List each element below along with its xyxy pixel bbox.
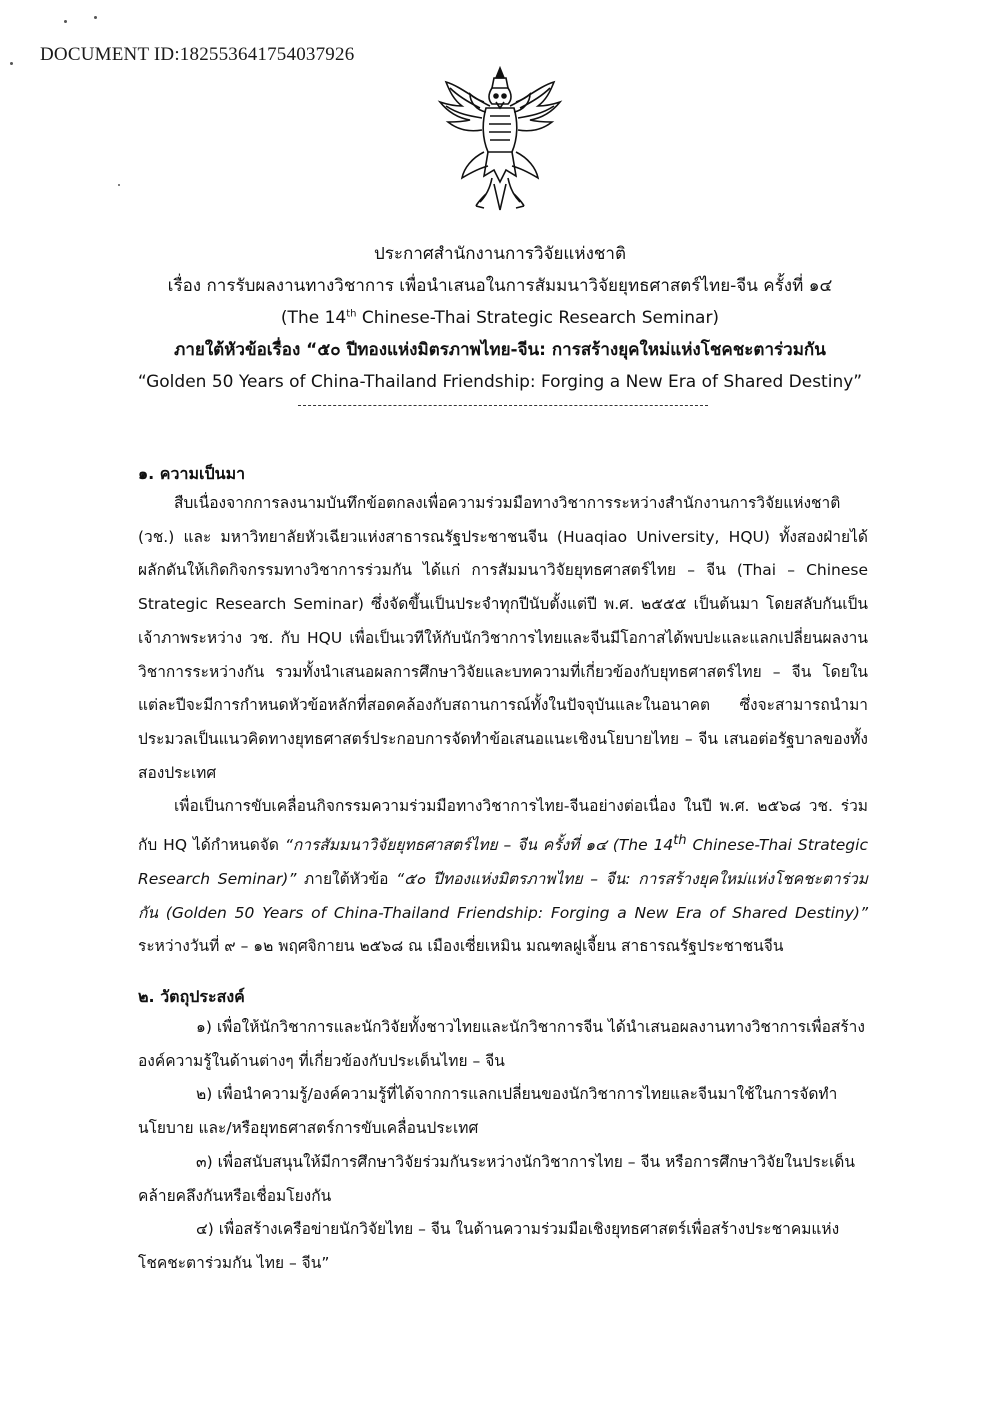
announcement-header: [100, 238, 900, 398]
header-subject: เรื่อง การรับผลงานทางวิชาการ เพื่อนำเสนอในการสัมมนาวิจัยยุทธศาสตร์ไทย-จีน ครั้งที่ ๑๔: [167, 276, 833, 296]
scan-speck: [10, 62, 13, 65]
header-theme-english: “Golden 50 Years of China-Thailand Friendship: Forging a New Era of Shared Destiny”: [137, 372, 863, 392]
document-id: DOCUMENT ID:182553641754037926: [40, 44, 355, 65]
background-paragraph-1: สืบเนื่องจากการลงนามบันทึกข้อตกลงเพื่อความร่วมมือทางวิชาการระหว่างสำนักงานการวิจัยแห่งชาติ (วช.) และ มหาวิทยาลัยหัวเฉียวแห่งสาธารณรัฐประชาชนจีน (Huaqiao University, HQU) ทั้งสองฝ่ายได้ผลักดันให้เกิดกิจกรรมทางวิชาการร่วมกัน ได้แก่ การสัมมนาวิจัยยุทธศาสตร์ไทย – จีน (Thai – Chinese Strategic Research Seminar) ซึ่งจัดขึ้นเป็นประจำทุกปีนับตั้งแต่ปี พ.ศ. ๒๕๕๕ เป็นต้นมา โดยสลับกันเป็นเจ้าภาพระหว่าง วช. กับ HQU เพื่อเป็นเวทีให้กับนักวิชาการไทยและจีนมีโอกาสได้พบปะและแลกเปลี่ยนผลงานวิชาการระหว่างกัน รวมทั้งนำเสนอผลการศึกษาวิจัยและบทความที่เกี่ยวข้องกับยุทธศาสตร์ไทย – จีน โดยในแต่ละปีจะมีการกำหนดหัวข้อหลักที่สอดคล้องกับสถานการณ์ทั้งในปัจจุบันและในอนาคต ซึ่งจะสามารถนำมาประมวลเป็นแนวคิดทางยุทธศาสตร์ประกอบการจัดทำข้อเสนอแนะเชิงนโยบายไทย – จีน เสนอต่อรัฐบาลของทั้งสองประเทศ: [138, 494, 868, 782]
scan-speck: [94, 16, 97, 19]
objective-item-1: ๑) เพื่อให้นักวิชาการและนักวิจัยทั้งชาวไทยและนักวิชาการจีน ได้นำเสนอผลงานทางวิชาการเพื่อสร้างองค์ความรู้ในด้านต่างๆ ที่เกี่ยวข้องกับประเด็นไทย – จีน: [138, 1018, 865, 1070]
objective-item-3: ๓) เพื่อสนับสนุนให้มีการศึกษาวิจัยร่วมกันระหว่างนักวิชาการไทย – จีน หรือการศึกษาวิจัยในประเด็นคล้ายคลึงกันหรือเชื่อมโยงกัน: [138, 1152, 855, 1205]
scan-speck: [64, 20, 67, 23]
header-agency: ประกาศสำนักงานการวิจัยแห่งชาติ: [373, 244, 626, 264]
header-english-title: (The 14th Chinese-Thai Strategic Research Seminar): [280, 308, 720, 328]
header-divider: [298, 405, 708, 406]
section-2-body: [138, 1011, 868, 1281]
background-paragraph-2: เพื่อเป็นการขับเคลื่อนกิจกรรมความร่วมมือทางวิชาการไทย-จีนอย่างต่อเนื่อง ในปี พ.ศ. ๒๕๖๘ วช. ร่วมกับ HQ ได้กำหนดจัด “การสัมมนาวิจัยยุทธศาสตร์ไทย – จีน ครั้งที่ ๑๔ (The 14th Chinese-Thai Strategic Research Seminar)” ภายใต้หัวข้อ “๕๐ ปีทองแห่งมิตรภาพไทย – จีน: การสร้างยุคใหม่แห่งโชคชะตาร่วมกัน (Golden 50 Years of China-Thailand Friendship: Forging a New Era of Shared Destiny)” ระหว่างวันที่ ๙ – ๑๒ พฤศจิกายน ๒๕๖๘ ณ เมืองเซี่ยเหมิน มณฑลฝูเจี้ยน สาธารณรัฐประชาชนจีน: [138, 797, 868, 956]
section-2-title: ๒. วัตถุประสงค์: [138, 987, 245, 1006]
section-1-body: [138, 487, 868, 964]
objective-item-4: ๔) เพื่อสร้างเครือข่ายนักวิจัยไทย – จีน ในด้านความร่วมมือเชิงยุทธศาสตร์เพื่อสร้างประชาคมแห่งโชคชะตาร่วมกัน ไทย – จีน”: [138, 1220, 840, 1272]
objective-item-2: ๒) เพื่อนำความรู้/องค์ความรู้ที่ได้จากการแลกเปลี่ยนของนักวิชาการไทยและจีนมาใช้ในการจัดทำนโยบาย และ/หรือยุทธศาสตร์การขับเคลื่อนประเทศ: [138, 1085, 838, 1138]
scan-speck: [118, 184, 120, 186]
section-1-title: ๑. ความเป็นมา: [138, 464, 246, 483]
garuda-emblem-icon: [436, 66, 564, 214]
header-theme-thai: ภายใต้หัวข้อเรื่อง “๕๐ ปีทองแห่งมิตรภาพไทย-จีน: การสร้างยุคใหม่แห่งโชคชะตาร่วมกัน: [174, 340, 826, 360]
